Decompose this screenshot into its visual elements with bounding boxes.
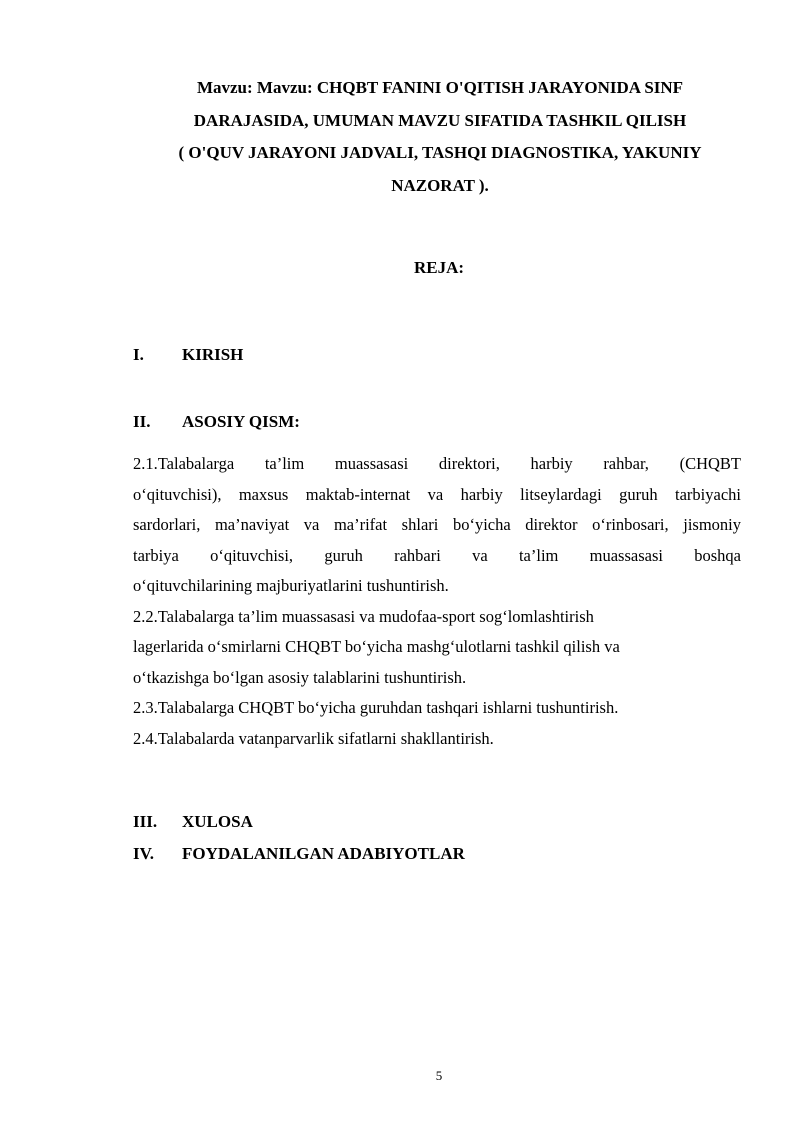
item-2-2-line: o‘tkazishga bo‘lgan asosiy talablarini tushuntirish. <box>133 667 467 687</box>
plan-items <box>133 449 741 754</box>
title-line: NAZORAT ). <box>391 175 489 195</box>
title-line: Mavzu: Mavzu: CHQBT FANINI O'QITISH JARAYONIDA SINF <box>196 78 684 97</box>
document-title <box>120 72 760 202</box>
section-number: IV. <box>133 844 154 863</box>
section-intro <box>133 345 243 365</box>
item-2-3: 2.3.Talabalarga CHQBT bo‘yicha guruhdan tashqari ishlarni tushuntirish. <box>133 698 619 717</box>
item-2-4: 2.4.Talabalarda vatanparvarlik sifatlarni shakllantirish. <box>133 728 494 748</box>
section-number: II. <box>133 412 151 431</box>
section-label: FOYDALANILGAN ADABIYOTLAR <box>182 844 465 863</box>
title-line: DARAJASIDA, UMUMAN MAVZU SIFATIDA TASHKIL QILISH <box>193 110 687 130</box>
section-label: XULOSA <box>182 812 253 831</box>
item-2-2-line: lagerlarida o‘smirlarni CHQBT bo‘yicha mashg‘ulotlarni tashkil qilish va <box>133 637 620 656</box>
section-main <box>133 412 300 432</box>
item-2-1-line: o‘qituvchisi), maxsus maktab-internat va harbiy litseylardagi guruh tarbiyachi <box>133 484 741 504</box>
section-label: ASOSIY QISM: <box>182 412 300 431</box>
item-2-1-line: 2.1.Talabalarga ta’lim muassasasi direktori, harbiy rahbar, (CHQBT <box>133 454 741 473</box>
section-references <box>133 844 465 864</box>
item-2-1-line: o‘qituvchilarining majburiyatlarini tushuntirish. <box>133 576 449 595</box>
title-line: ( O'QUV JARAYONI JADVALI, TASHQI DIAGNOSTIKA, YAKUNIY <box>178 143 702 162</box>
item-2-1-line: sardorlari, ma’naviyat va ma’rifat shlari bo‘yicha direktor o‘rinbosari, jismoniy <box>133 515 741 534</box>
section-conclusion <box>133 812 253 832</box>
plan-heading: REJA: <box>413 258 465 277</box>
section-label: KIRISH <box>182 345 244 364</box>
page-number: 5 <box>435 1068 443 1083</box>
item-2-2-line: 2.2.Talabalarga ta’lim muassasasi va mudofaa-sport sog‘lomlashtirish <box>133 606 594 626</box>
section-number: III. <box>133 812 158 831</box>
section-number: I. <box>133 345 144 364</box>
item-2-1-line: tarbiya o‘qituvchisi, guruh rahbari va ta’lim muassasasi boshqa <box>133 545 741 565</box>
